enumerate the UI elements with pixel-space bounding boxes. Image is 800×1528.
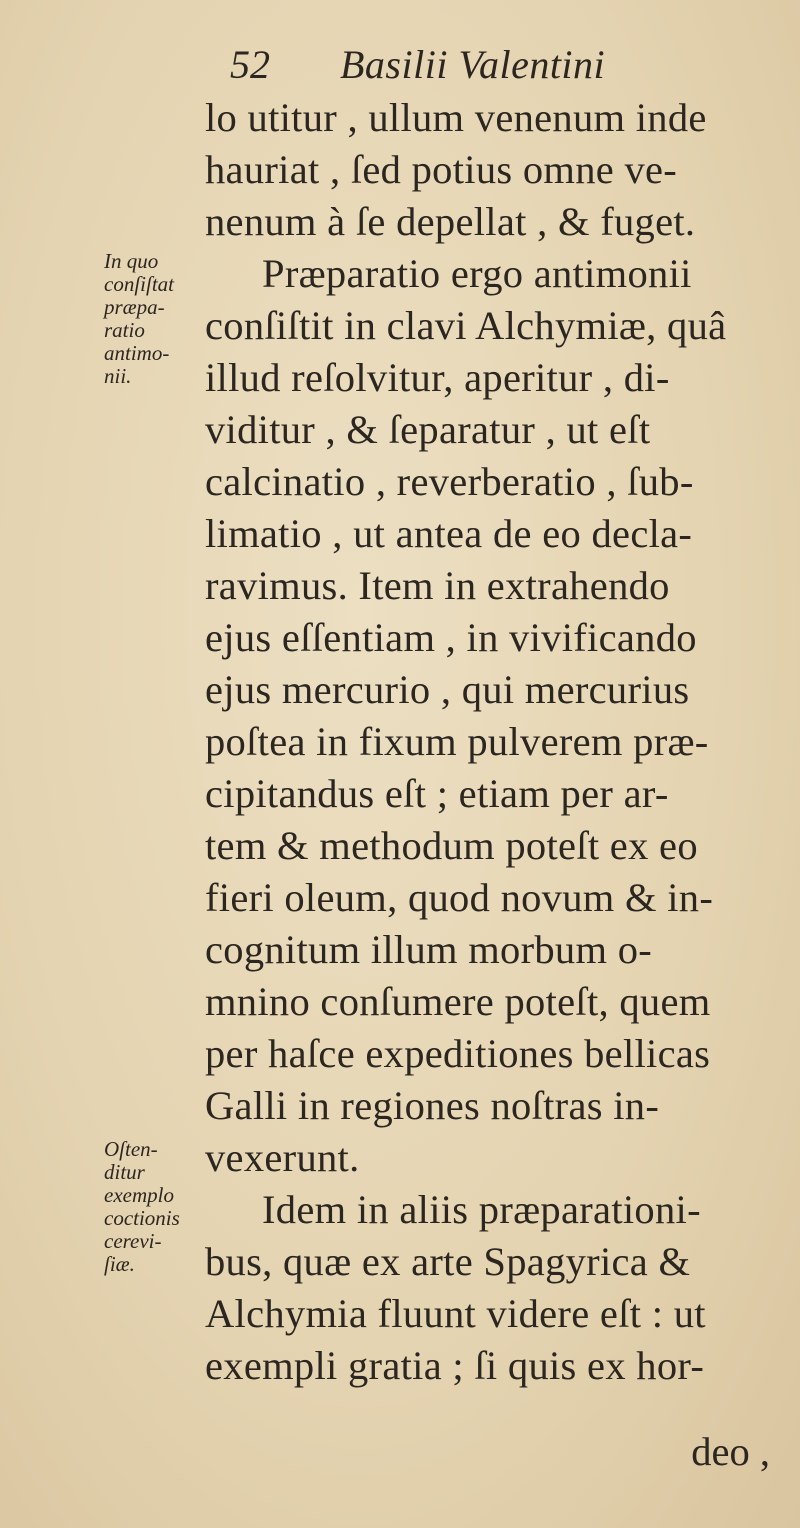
text-line: Idem in aliis præparationi- bbox=[262, 1187, 701, 1232]
text-line: poſtea in fixum pulverem præ- bbox=[205, 719, 709, 764]
text-line: fieri oleum, quod novum & in- bbox=[205, 875, 714, 920]
margin-note-line: In quo bbox=[104, 249, 159, 273]
text-line: exempli gratia ; ſi quis ex hor- bbox=[205, 1343, 705, 1388]
margin-note-line: ditur bbox=[104, 1160, 145, 1184]
margin-note-line: nii. bbox=[104, 364, 132, 388]
text-line: vexerunt. bbox=[205, 1135, 360, 1180]
text-line: hauriat , ſed potius omne ve- bbox=[205, 147, 678, 192]
text-line: limatio , ut antea de eo decla- bbox=[205, 511, 693, 556]
text-line: ejus eſſentiam , in vivificando bbox=[205, 615, 697, 660]
text-line: lo utitur , ullum venenum inde bbox=[205, 95, 707, 140]
running-head: Basilii Valentini bbox=[340, 42, 606, 87]
text-line: conſiſtit in clavi Alchymiæ, quâ bbox=[205, 303, 727, 348]
text-line: mnino conſumere poteſt, quem bbox=[205, 979, 711, 1024]
margin-note-example bbox=[104, 1138, 204, 1276]
text-line: illud reſolvitur, aperitur , di- bbox=[205, 355, 670, 400]
page-number: 52 bbox=[230, 42, 270, 87]
body-text bbox=[205, 92, 800, 1392]
text-line: cognitum illum morbum o- bbox=[205, 927, 653, 972]
margin-note-preparation bbox=[104, 250, 204, 388]
text-line: Præparatio ergo antimonii bbox=[262, 251, 692, 296]
margin-note-line: exemplo bbox=[104, 1183, 174, 1207]
margin-note-line: præpa- bbox=[104, 295, 165, 319]
text-line: ravimus. Item in extrahendo bbox=[205, 563, 670, 608]
margin-note-line: cerevi- bbox=[104, 1229, 162, 1253]
margin-note-line: Oſten- bbox=[104, 1137, 158, 1161]
margin-note-line: conſiſtat bbox=[104, 272, 174, 296]
text-line: per haſce expeditiones bellicas bbox=[205, 1031, 711, 1076]
margin-note-line: antimo- bbox=[104, 341, 170, 365]
text-line: bus, quæ ex arte Spagyrica & bbox=[205, 1239, 691, 1284]
margin-note-line: ratio bbox=[104, 318, 145, 342]
text-line: Alchymia fluunt videre eſt : ut bbox=[205, 1291, 706, 1336]
catchword: deo , bbox=[691, 1429, 770, 1474]
text-line: viditur , & ſeparatur , ut eſt bbox=[205, 407, 651, 452]
text-line: Galli in regiones noſtras in- bbox=[205, 1083, 660, 1128]
margin-note-line: coctionis bbox=[104, 1206, 180, 1230]
text-line: calcinatio , reverberatio , ſub- bbox=[205, 459, 694, 504]
text-line: cipitandus eſt ; etiam per ar- bbox=[205, 771, 669, 816]
text-line: tem & methodum poteſt ex eo bbox=[205, 823, 698, 868]
text-line: ejus mercurio , qui mercurius bbox=[205, 667, 690, 712]
text-line: nenum à ſe depellat , & fuget. bbox=[205, 199, 696, 244]
page-header bbox=[200, 40, 680, 90]
margin-note-line: ſiæ. bbox=[104, 1252, 135, 1276]
